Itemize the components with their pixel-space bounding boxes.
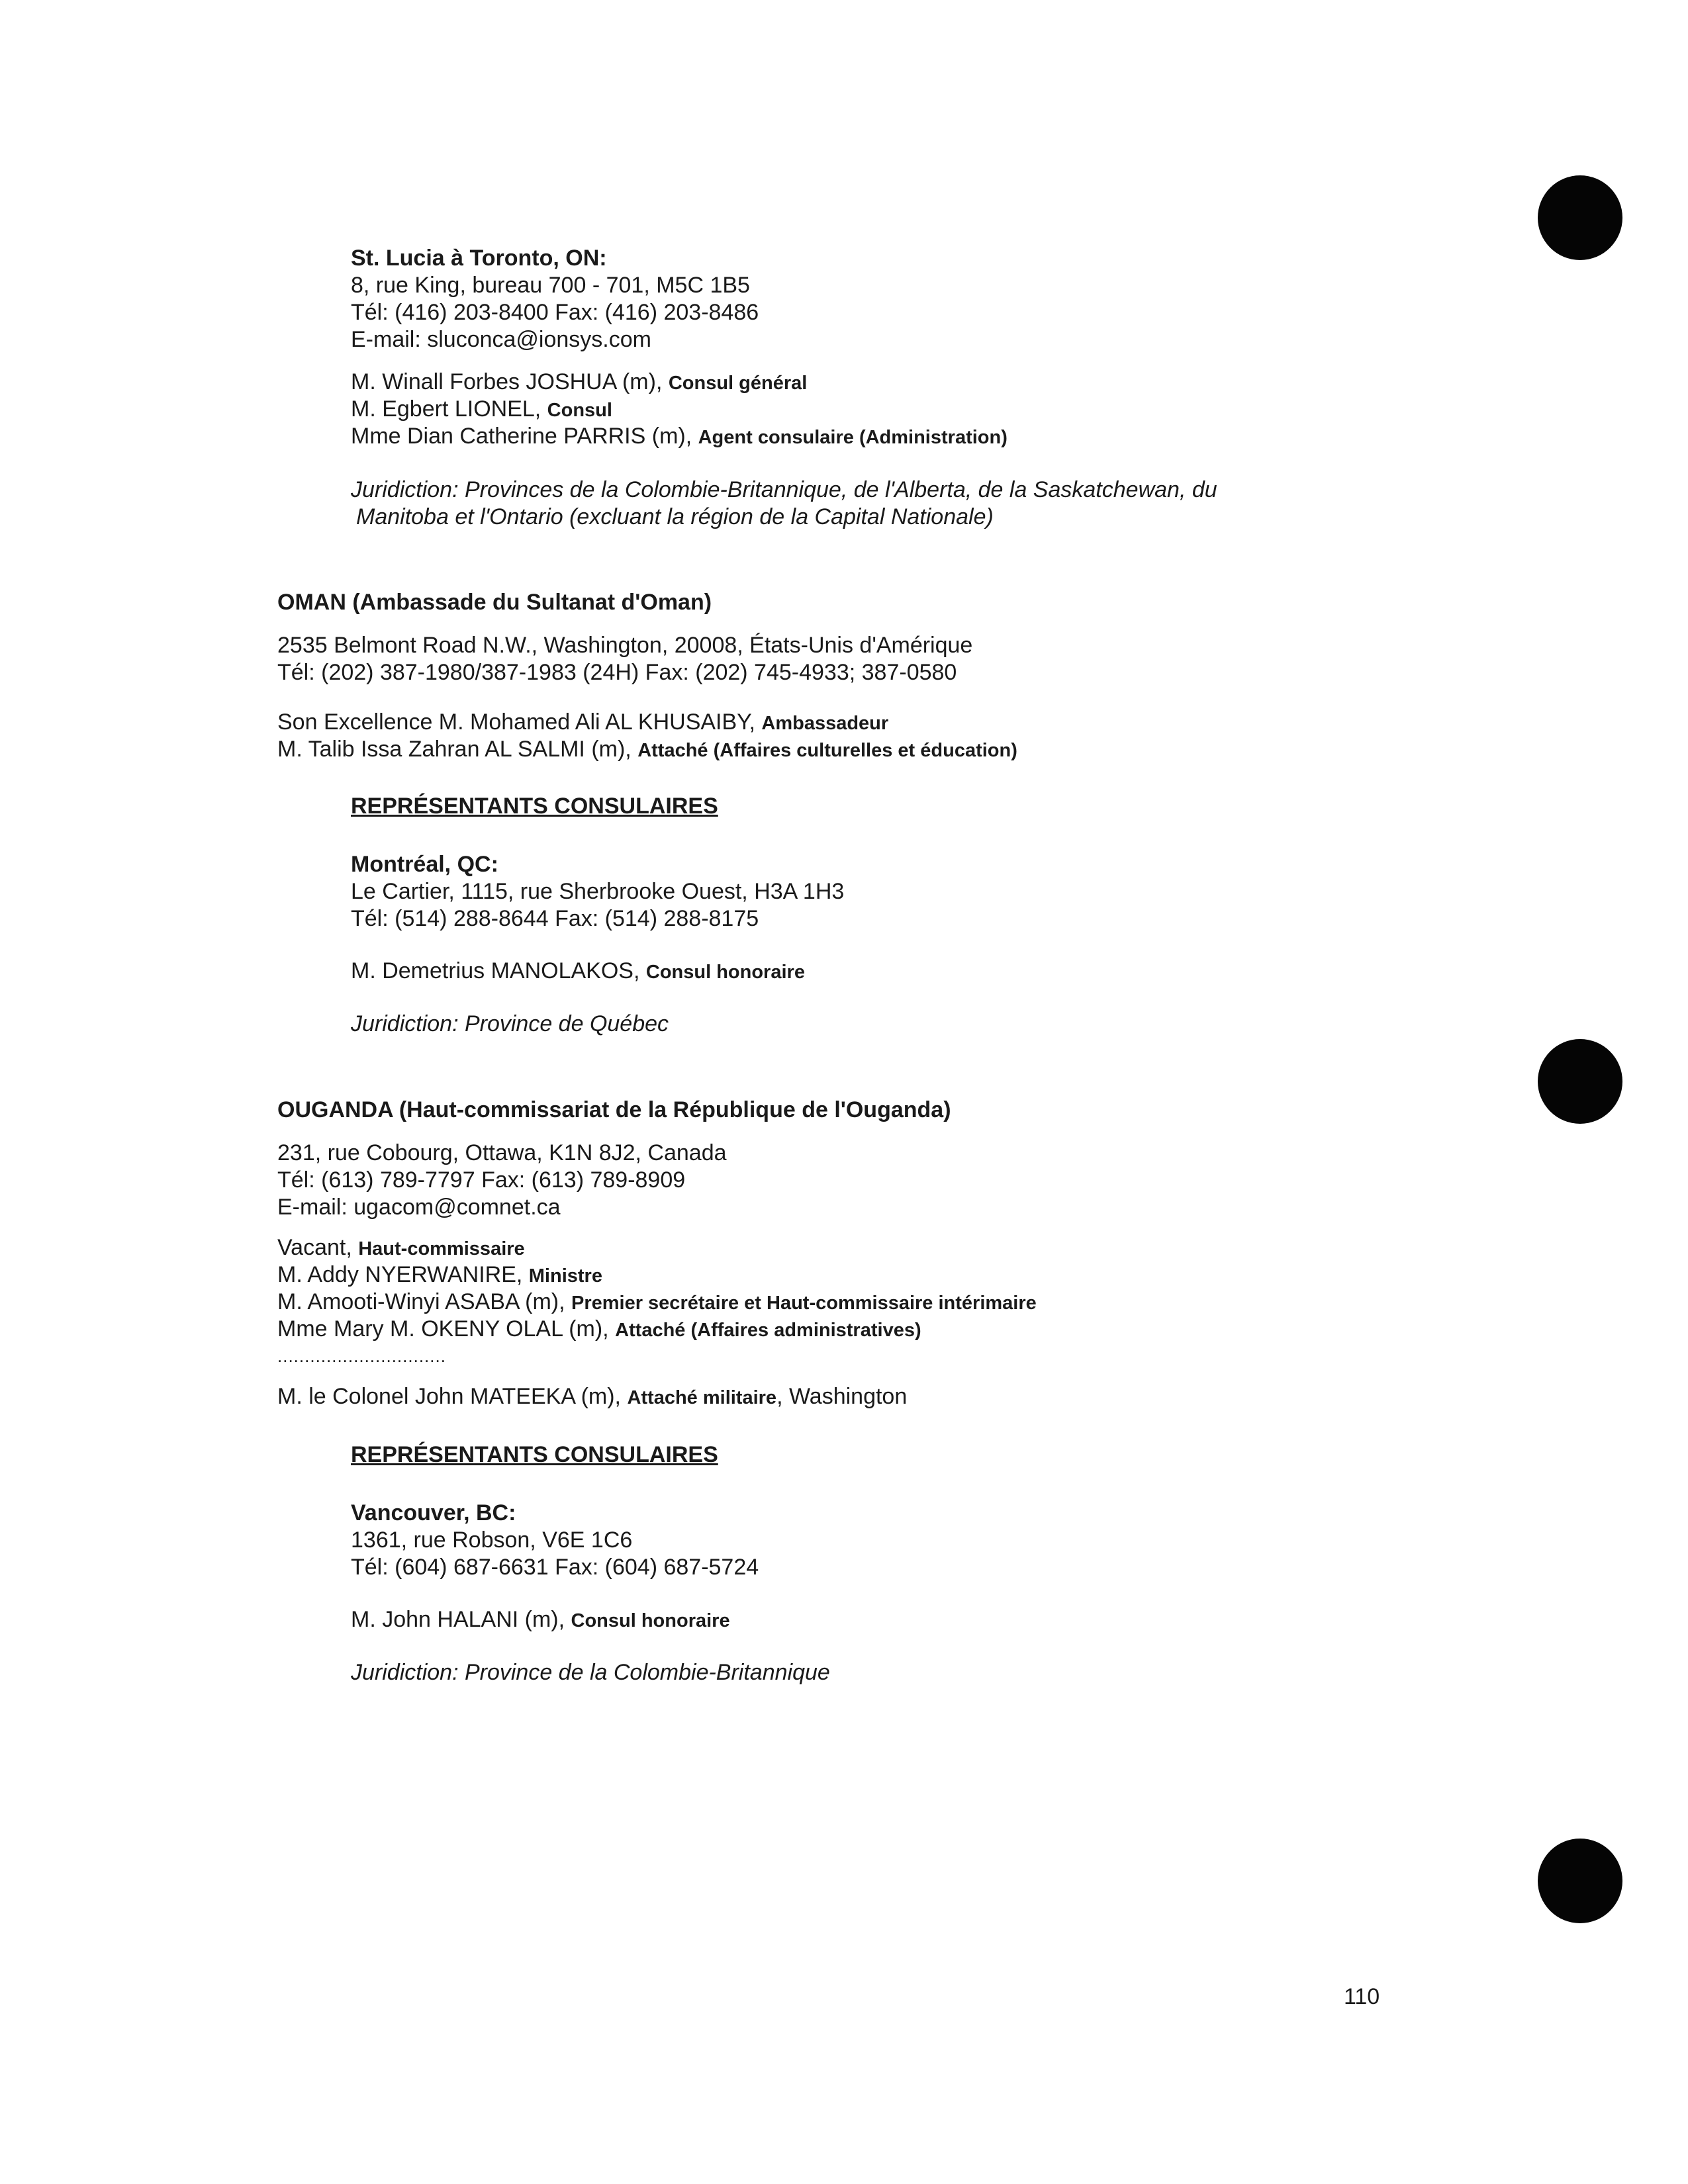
ouganda-staff-list <box>277 1234 1037 1370</box>
oman-phone: Tél: (202) 387-1980/387-1983 (24H) Fax: (202) 745-4933; 387-0580 <box>277 660 957 685</box>
staff-entry: M. Amooti-Winyi ASABA (m), Premier secrétaire et Haut-commissaire intérimaire <box>277 1289 1037 1314</box>
oman-contact-block <box>277 632 972 686</box>
staff-entry: M. Talib Issa Zahran AL SALMI (m), Attaché (Affaires culturelles et éducation) <box>277 737 1017 762</box>
binder-hole-middle <box>1538 1039 1622 1124</box>
st-lucia-heading: St. Lucia à Toronto, ON: <box>351 246 607 271</box>
vancouver-jurisdiction: Juridiction: Province de la Colombie-Britannique <box>351 1660 830 1685</box>
ouganda-email: E-mail: ugacom@comnet.ca <box>277 1195 561 1220</box>
consular-section-heading: REPRÉSENTANTS CONSULAIRES <box>351 794 718 819</box>
vancouver-contact-block <box>351 1500 759 1581</box>
montreal-contact-block <box>351 851 844 933</box>
staff-entry: M. Egbert LIONEL, Consul <box>351 396 612 422</box>
binder-hole-top <box>1538 175 1622 260</box>
vancouver-heading: Vancouver, BC: <box>351 1500 516 1525</box>
staff-entry: M. Winall Forbes JOSHUA (m), Consul général <box>351 369 808 394</box>
montreal-staff <box>351 958 805 985</box>
staff-entry: Son Excellence M. Mohamed Ali AL KHUSAIBY, Ambassadeur <box>277 709 889 735</box>
oman-heading-block <box>277 589 712 616</box>
st-lucia-email: E-mail: sluconca@ionsys.com <box>351 327 651 352</box>
st-lucia-address: 8, rue King, bureau 700 - 701, M5C 1B5 <box>351 273 750 298</box>
vancouver-address: 1361, rue Robson, V6E 1C6 <box>351 1527 633 1553</box>
page-number: 110 <box>1344 1984 1380 2009</box>
oman-heading: OMAN (Ambassade du Sultanat d'Oman) <box>277 590 712 615</box>
ouganda-contact-block <box>277 1140 727 1221</box>
staff-entry: M. Addy NYERWANIRE, Ministre <box>277 1262 602 1287</box>
st-lucia-staff-list <box>351 369 1008 450</box>
ouganda-consular-heading-block <box>351 1441 718 1469</box>
consular-section-heading: REPRÉSENTANTS CONSULAIRES <box>351 1442 718 1467</box>
staff-entry: M. John HALANI (m), Consul honoraire <box>351 1607 730 1632</box>
ouganda-heading-block <box>277 1097 951 1124</box>
montreal-phone: Tél: (514) 288-8644 Fax: (514) 288-8175 <box>351 906 759 931</box>
oman-consular-heading-block <box>351 793 718 820</box>
oman-address: 2535 Belmont Road N.W., Washington, 20008, États-Unis d'Amérique <box>277 633 973 658</box>
montreal-heading: Montréal, QC: <box>351 852 498 877</box>
ouganda-heading: OUGANDA (Haut-commissariat de la République de l'Ouganda) <box>277 1097 951 1122</box>
staff-entry: M. Demetrius MANOLAKOS, Consul honoraire <box>351 958 805 983</box>
montreal-address: Le Cartier, 1115, rue Sherbrooke Ouest, H3A 1H3 <box>351 879 845 904</box>
separator-dots: ............................... <box>277 1346 446 1366</box>
st-lucia-phone: Tél: (416) 203-8400 Fax: (416) 203-8486 <box>351 300 759 325</box>
ouganda-phone: Tél: (613) 789-7797 Fax: (613) 789-8909 <box>277 1167 686 1193</box>
staff-entry: M. le Colonel John MATEEKA (m), Attaché militaire, Washington <box>277 1384 908 1409</box>
staff-entry: Mme Dian Catherine PARRIS (m), Agent consulaire (Administration) <box>351 424 1008 449</box>
st-lucia-contact-block <box>351 245 759 353</box>
vancouver-staff <box>351 1606 730 1633</box>
st-lucia-jurisdiction: Juridiction: Provinces de la Colombie-Britannique, de l'Alberta, de la Saskatchewan, du Manitoba et l'Ontario (excluant la région de la Capital Nationale) <box>351 477 1217 529</box>
staff-entry: Mme Mary M. OKENY OLAL (m), Attaché (Affaires administratives) <box>277 1316 921 1342</box>
vancouver-phone: Tél: (604) 687-6631 Fax: (604) 687-5724 <box>351 1555 759 1580</box>
ouganda-address: 231, rue Cobourg, Ottawa, K1N 8J2, Canada <box>277 1140 727 1165</box>
montreal-jurisdiction: Juridiction: Province de Québec <box>351 1011 669 1036</box>
binder-hole-bottom <box>1538 1839 1622 1923</box>
staff-entry: Vacant, Haut-commissaire <box>277 1235 525 1260</box>
oman-staff-list <box>277 709 1017 763</box>
ouganda-military-attache <box>277 1383 907 1410</box>
